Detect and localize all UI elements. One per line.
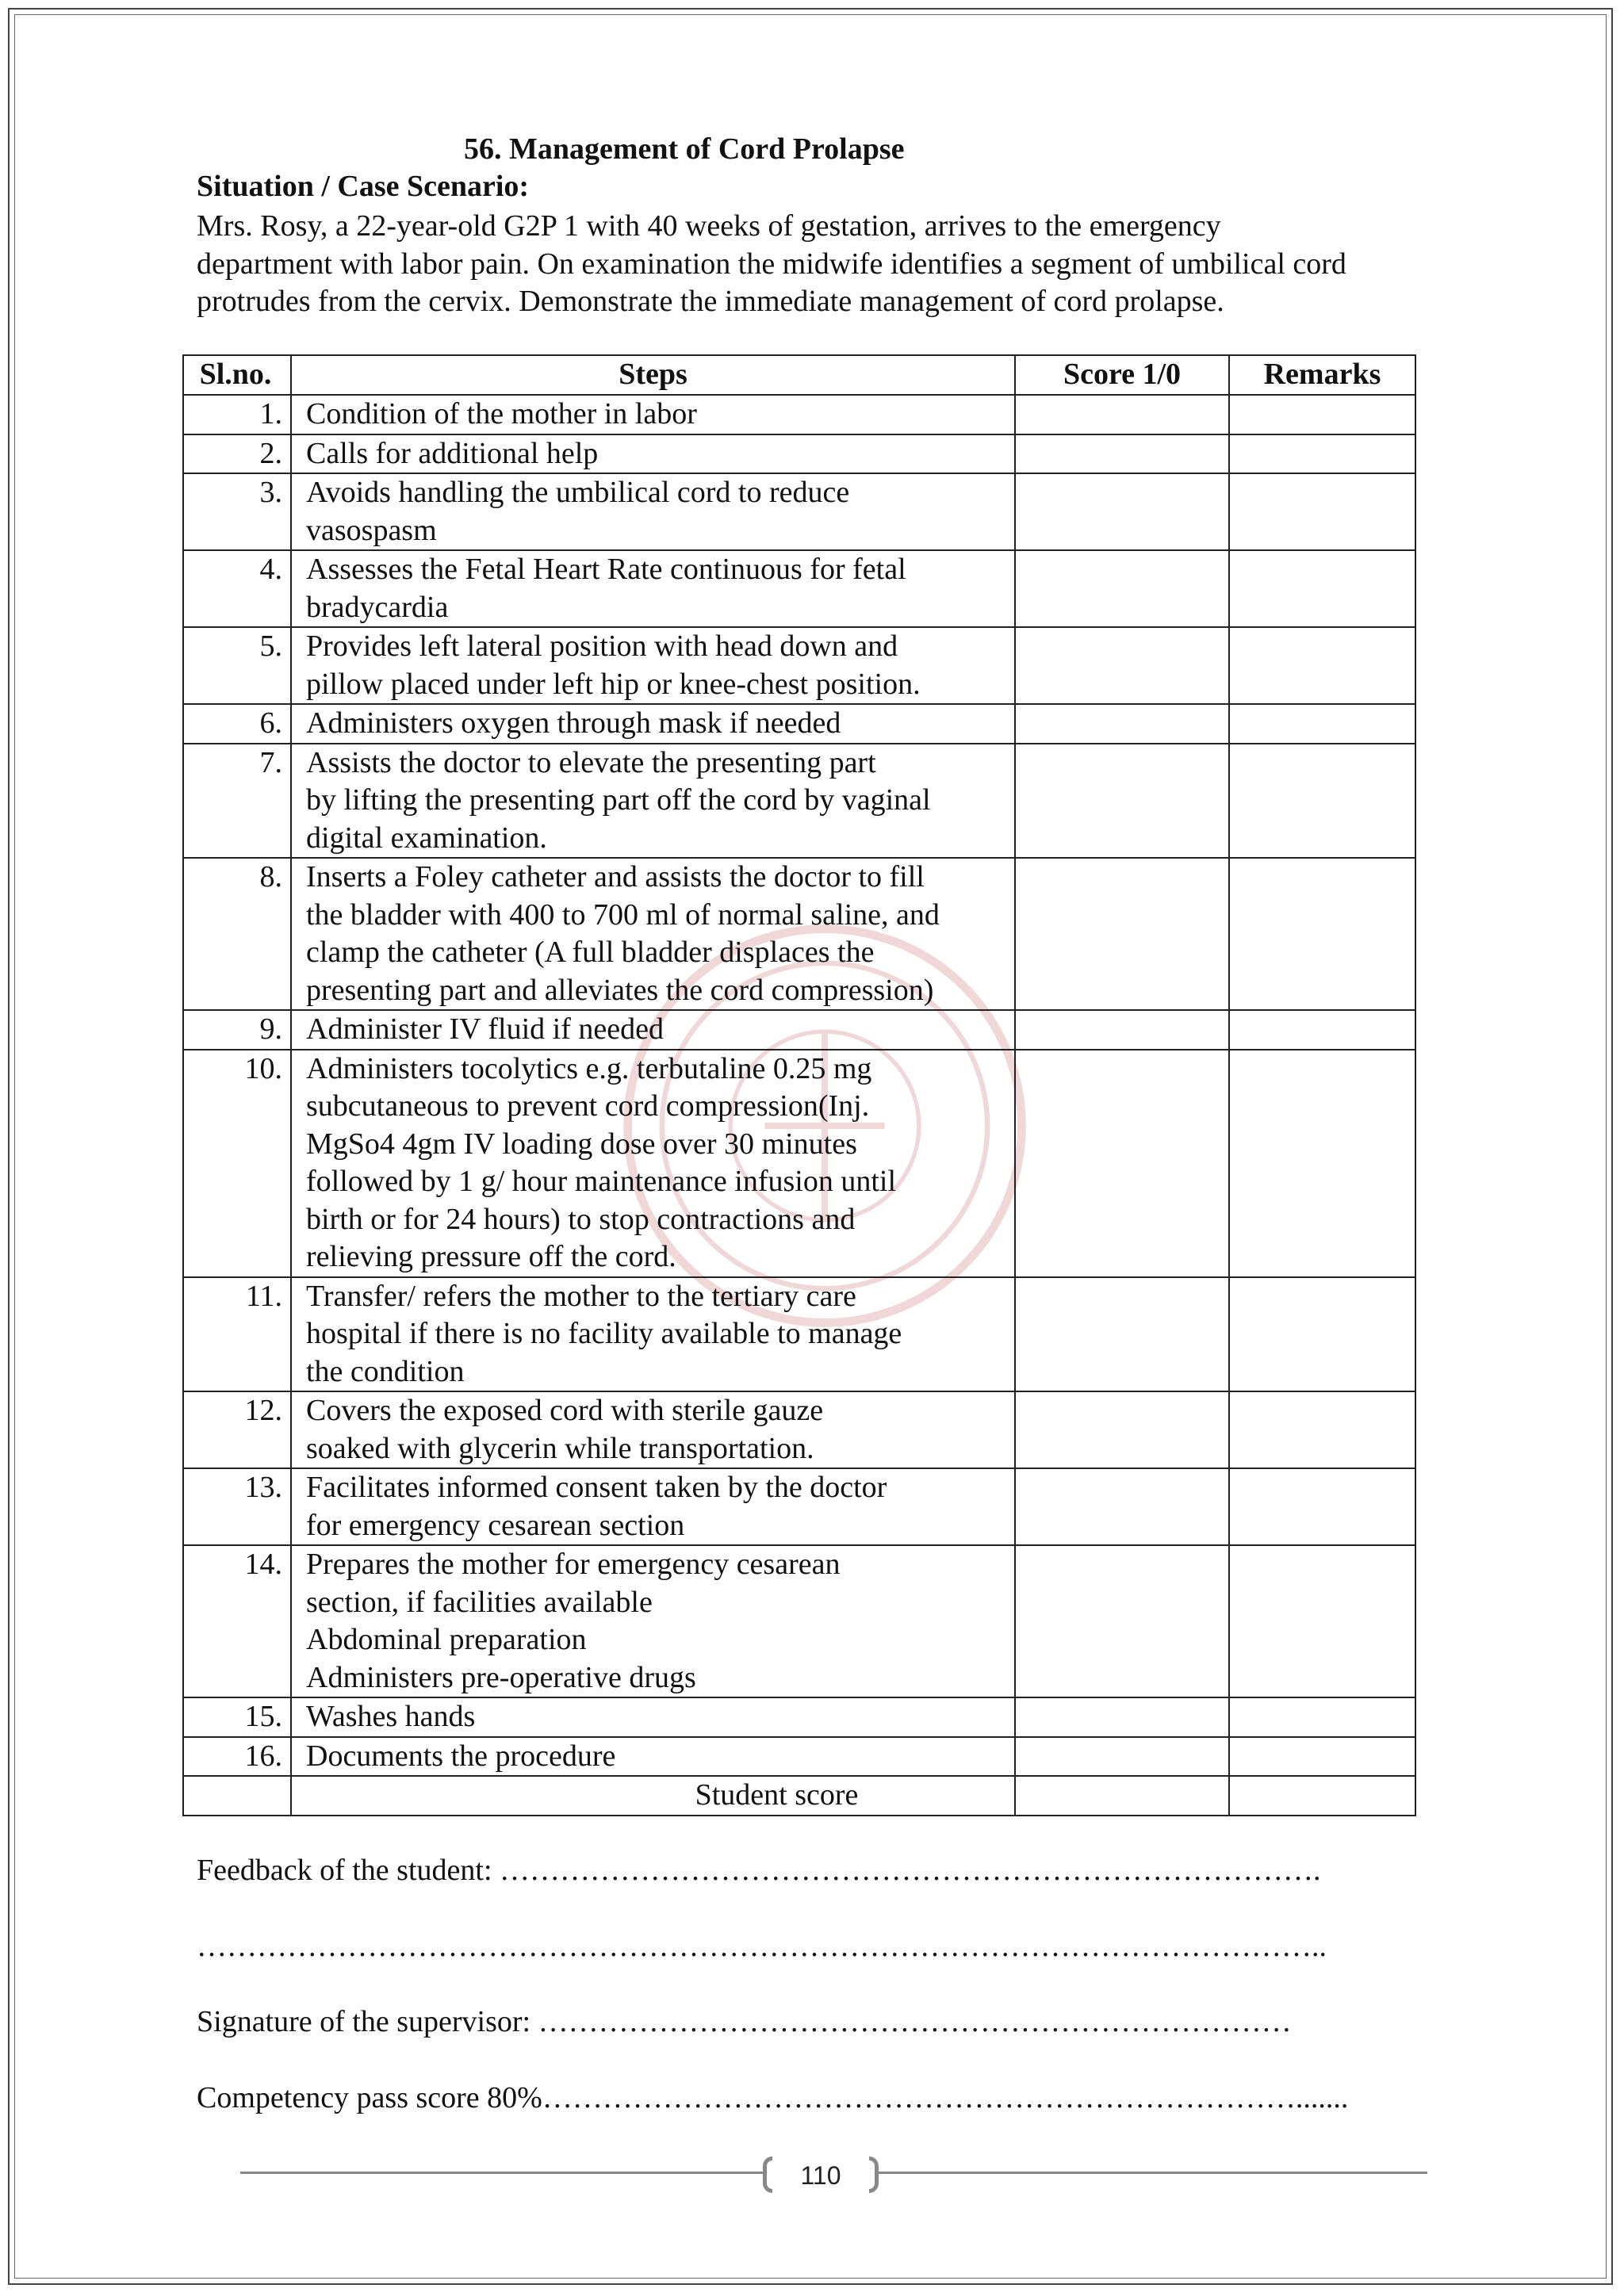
step-text-line: Prepares the mother for emergency cesarean xyxy=(306,1548,841,1581)
table-row xyxy=(183,1737,1415,1777)
step-text-line: the condition xyxy=(306,1354,465,1388)
step-text-line: Facilitates informed consent taken by the doctor xyxy=(306,1471,887,1504)
scenario-line: department with labor pain. On examination the midwife identifies a segment of umbilical cord xyxy=(197,247,1346,281)
table-row xyxy=(183,704,1415,744)
step-text-line: Transfer/ refers the mother to the tertiary care xyxy=(306,1279,856,1313)
step-number: 3. xyxy=(183,473,291,550)
remarks-cell[interactable] xyxy=(1229,550,1415,627)
step-text-line: Covers the exposed cord with sterile gauze xyxy=(306,1394,824,1427)
remarks-cell[interactable] xyxy=(1229,1737,1415,1777)
step-description xyxy=(291,1277,1015,1392)
step-number: 9. xyxy=(183,1010,291,1050)
table-row xyxy=(183,1277,1415,1392)
step-number: 16. xyxy=(183,1737,291,1777)
step-text-line: Inserts a Foley catheter and assists the doctor to fill xyxy=(306,860,925,894)
score-cell[interactable] xyxy=(1015,1050,1229,1277)
scenario-line: protrudes from the cervix. Demonstrate the immediate management of cord prolapse. xyxy=(197,285,1224,318)
step-text-line: Administers oxygen through mask if needed xyxy=(306,706,841,740)
step-text-line: clamp the catheter (A full bladder displaces the xyxy=(306,936,875,969)
step-number: 13. xyxy=(183,1468,291,1545)
step-description xyxy=(291,1010,1015,1050)
table-row xyxy=(183,1697,1415,1737)
step-text-line: presenting part and alleviates the cord compression) xyxy=(306,973,934,1007)
step-description xyxy=(291,1545,1015,1697)
header-steps: Steps xyxy=(291,355,1015,395)
step-text-line: soaked with glycerin while transportation. xyxy=(306,1431,814,1465)
step-text-line: the bladder with 400 to 700 ml of normal saline, and xyxy=(306,897,940,932)
step-description xyxy=(291,1050,1015,1277)
step-number: 14. xyxy=(183,1545,291,1697)
feedback-line: Feedback of the student: ………………………………………………………………………. xyxy=(197,1854,1321,1887)
score-cell[interactable] xyxy=(1015,744,1229,859)
feedback-line-continued: ………………………………………………………………………………………………….. xyxy=(197,1930,1327,1963)
student-score-row xyxy=(183,1776,1415,1816)
total-remarks-cell[interactable] xyxy=(1229,1776,1415,1816)
scenario-line: Mrs. Rosy, a 22-year-old G2P 1 with 40 weeks of gestation, arrives to the emergency xyxy=(197,209,1221,243)
table-body xyxy=(183,395,1415,1816)
table-row xyxy=(183,1545,1415,1697)
header-remarks: Remarks xyxy=(1229,355,1415,395)
table-row xyxy=(183,858,1415,1010)
table-row xyxy=(183,744,1415,859)
score-cell[interactable] xyxy=(1015,1010,1229,1050)
score-cell[interactable] xyxy=(1015,473,1229,550)
score-cell[interactable] xyxy=(1015,858,1229,1010)
score-cell[interactable] xyxy=(1015,434,1229,474)
step-description xyxy=(291,473,1015,550)
remarks-cell[interactable] xyxy=(1229,744,1415,859)
step-number: 1. xyxy=(183,395,291,434)
score-cell[interactable] xyxy=(1015,627,1229,704)
step-description xyxy=(291,395,1015,434)
supervisor-signature-line: Signature of the supervisor: ………………………………………………………………… xyxy=(197,2005,1292,2038)
remarks-cell[interactable] xyxy=(1229,1468,1415,1545)
remarks-cell[interactable] xyxy=(1229,1391,1415,1468)
step-description xyxy=(291,1468,1015,1545)
step-description xyxy=(291,434,1015,474)
remarks-cell[interactable] xyxy=(1229,1545,1415,1697)
empty-cell xyxy=(183,1776,291,1816)
header-slno: Sl.no. xyxy=(183,355,291,395)
step-number: 10. xyxy=(183,1050,291,1277)
step-text-line: for emergency cesarean section xyxy=(306,1508,685,1542)
step-text-line: Assesses the Fetal Heart Rate continuous for fetal xyxy=(306,553,906,586)
header-score: Score 1/0 xyxy=(1015,355,1229,395)
step-number: 7. xyxy=(183,744,291,859)
table-row xyxy=(183,1050,1415,1277)
score-cell[interactable] xyxy=(1015,395,1229,434)
step-text-line: Administers pre-operative drugs xyxy=(306,1660,696,1694)
table-row xyxy=(183,550,1415,627)
table-row xyxy=(183,395,1415,434)
step-text-line: vasospasm xyxy=(306,513,437,547)
step-description xyxy=(291,627,1015,704)
scenario-heading: Situation / Case Scenario: xyxy=(197,170,530,203)
step-text-line: section, if facilities available xyxy=(306,1585,653,1619)
step-text-line: Condition of the mother in labor xyxy=(306,397,697,430)
step-text-line: Avoids handling the umbilical cord to reduce xyxy=(306,476,850,509)
page-number-box xyxy=(763,2156,879,2193)
step-text-line: Abdominal preparation xyxy=(306,1623,587,1656)
page-number: 110 xyxy=(800,2161,841,2190)
step-text-line: subcutaneous to prevent cord compression(Inj. xyxy=(306,1089,870,1123)
footer-rule-right xyxy=(879,2172,1427,2174)
step-text-line: Assists the doctor to elevate the presenting part xyxy=(306,745,876,779)
step-number: 5. xyxy=(183,627,291,704)
step-number: 6. xyxy=(183,704,291,744)
table-row xyxy=(183,1010,1415,1050)
step-text-line: Calls for additional help xyxy=(306,436,599,470)
table-row xyxy=(183,627,1415,704)
remarks-cell[interactable] xyxy=(1229,627,1415,704)
step-text-line: birth or for 24 hours) to stop contractions and xyxy=(306,1202,856,1236)
student-score-label: Student score xyxy=(291,1776,1015,1816)
remarks-cell[interactable] xyxy=(1229,473,1415,550)
remarks-cell[interactable] xyxy=(1229,1010,1415,1050)
score-cell[interactable] xyxy=(1015,1277,1229,1392)
step-description xyxy=(291,1391,1015,1468)
scenario-text xyxy=(197,208,1429,321)
step-description xyxy=(291,704,1015,744)
footer-rule-left xyxy=(240,2172,764,2174)
step-description xyxy=(291,858,1015,1010)
step-text-line: pillow placed under left hip or knee-chest position. xyxy=(306,667,921,701)
remarks-cell[interactable] xyxy=(1229,1697,1415,1737)
remarks-cell[interactable] xyxy=(1229,395,1415,434)
competency-pass-score-line: Competency pass score 80%…………………………………………………………………....... xyxy=(197,2081,1349,2114)
step-text-line: hospital if there is no facility available to manage xyxy=(306,1317,902,1350)
table-row xyxy=(183,1468,1415,1545)
remarks-cell[interactable] xyxy=(1229,858,1415,1010)
step-description xyxy=(291,1697,1015,1737)
step-number: 4. xyxy=(183,550,291,627)
step-text-line: Provides left lateral position with head down and xyxy=(306,629,898,663)
step-text-line: digital examination. xyxy=(306,821,547,855)
step-description xyxy=(291,1737,1015,1777)
step-description xyxy=(291,550,1015,627)
step-text-line: followed by 1 g/ hour maintenance infusion until xyxy=(306,1165,897,1198)
score-cell[interactable] xyxy=(1015,1391,1229,1468)
score-cell[interactable] xyxy=(1015,550,1229,627)
step-number: 8. xyxy=(183,858,291,1010)
procedure-checklist-table xyxy=(182,354,1416,1816)
remarks-cell[interactable] xyxy=(1229,434,1415,474)
step-text-line: MgSo4 4gm IV loading dose over 30 minutes xyxy=(306,1127,857,1161)
table-row xyxy=(183,434,1415,474)
page-title: 56. Management of Cord Prolapse xyxy=(464,132,905,166)
score-cell[interactable] xyxy=(1015,704,1229,744)
step-number: 12. xyxy=(183,1391,291,1468)
score-cell[interactable] xyxy=(1015,1697,1229,1737)
total-score-cell[interactable] xyxy=(1015,1776,1229,1816)
table-header-row xyxy=(183,355,1415,395)
step-text-line: Washes hands xyxy=(306,1700,476,1733)
step-number: 2. xyxy=(183,434,291,474)
table-row xyxy=(183,1391,1415,1468)
step-text-line: bradycardia xyxy=(306,590,449,624)
step-text-line: Administer IV fluid if needed xyxy=(306,1012,664,1046)
remarks-cell[interactable] xyxy=(1229,1050,1415,1277)
step-text-line: relieving pressure off the cord. xyxy=(306,1240,676,1273)
score-cell[interactable] xyxy=(1015,1545,1229,1697)
step-text-line: Documents the procedure xyxy=(306,1739,616,1773)
step-description xyxy=(291,744,1015,859)
remarks-cell[interactable] xyxy=(1229,704,1415,744)
table-row xyxy=(183,473,1415,550)
step-number: 15. xyxy=(183,1697,291,1737)
step-text-line: Administers tocolytics e.g. terbutaline 0.25 mg xyxy=(306,1051,872,1085)
step-number: 11. xyxy=(183,1277,291,1392)
step-text-line: by lifting the presenting part off the cord by vaginal xyxy=(306,783,931,817)
remarks-cell[interactable] xyxy=(1229,1277,1415,1392)
score-cell[interactable] xyxy=(1015,1737,1229,1777)
score-cell[interactable] xyxy=(1015,1468,1229,1545)
